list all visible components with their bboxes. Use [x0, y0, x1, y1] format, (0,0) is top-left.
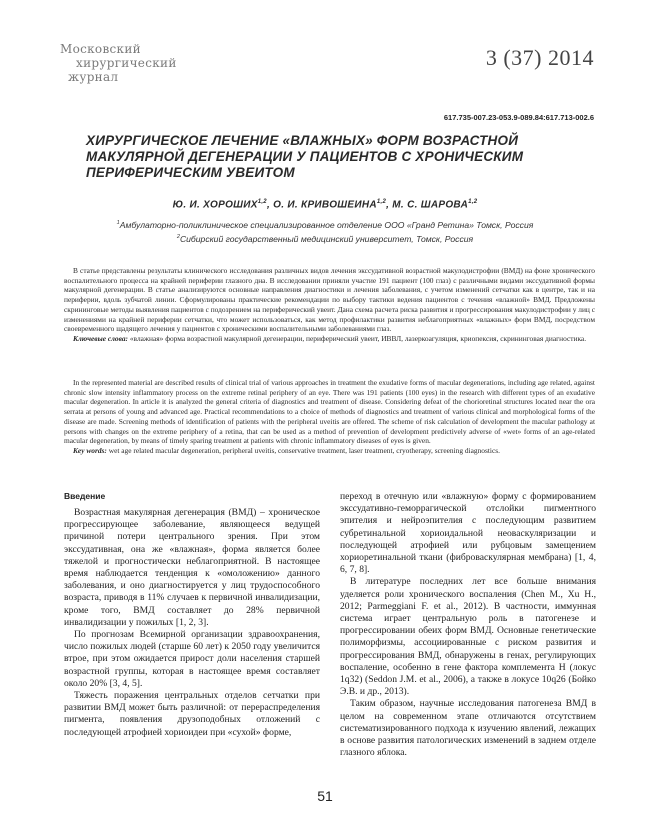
journal-name-word-1: Московский [60, 42, 141, 56]
author-affiliation-ref: 1,2 [257, 199, 267, 205]
author-name: М. С. ШАРОВА [392, 199, 469, 211]
author-affiliation-ref: 1,2 [468, 199, 478, 205]
journal-name-line-3 [68, 71, 118, 84]
affiliation-1 [0, 220, 650, 230]
affiliation-text: Амбулаторно-поликлиническое специализированное отделение ООО «Гранд Ретина» Томск, Россия [119, 220, 534, 230]
journal-name-line-1 [60, 43, 141, 56]
abstract-en-text: In the represented material are described results of clinical trial of various approaches in treatment the exudative forms of macular degenerations, including age related, against chronic slow intensity inflammatory process on the extreme retinal periphery of an eye. There was 191 patients (100 eyes) in the research with different types of an exudative macular degeneration. In article it is analyzed the general criteria of diagnostics and treatment of disease. Considering defeat of the chorioretinal structures located near the ora serrata at persons of young and advanced age. Practical recommendations to a choice of methods of diagnostics and treatment of various clinical and morphological forms of the disease are made. Screening methods of identification of patients with the peripheral uveitis are offered. The scheme of risk calculation of development the macular pathology at persons with changes on the extreme periphery of a retina, that can be used as a method of prevention of development predictively adverse of «wet» forms of an age-related macular degeneration, by means of timely sparing treatment at patients with chronic inflammatory diseases of eyes is given. [64, 378, 595, 446]
keywords-text: «влажная» форма возрастной макулярной дегенерации, периферический увеит, ИВВЛ, лазеркоагуляция, криопексия, скрининговая диагностика. [129, 333, 587, 343]
page-number: 51 [317, 788, 333, 804]
journal-name-word-3: журнал [68, 70, 119, 84]
affiliation-2 [0, 234, 650, 244]
paragraph: Тяжесть поражения центральных отделов сетчатки при развитии ВМД может быть различной: от перераспределения пигмента, появления друзоподобных отложений с последующей атрофией хориоидеи при «сухой» форме, [64, 690, 320, 738]
author-affiliation-ref: 1,2 [376, 199, 387, 205]
affiliation-text: Сибирский государственный медицинский университет, Томск, Россия [179, 234, 474, 244]
keywords-text: wet age related macular degeneration, peripheral uveitis, conservative treatment, laser treatment, cryotherapy, screening diagnostics. [108, 445, 500, 455]
paragraph: Таким образом, научные исследования патогенеза ВМД в целом на современном этапе отличаются отсутствием систематизированного подхода к изучению явлений, лежащих в основе развития патологических изменений в заднем отделе глазного яблока. [340, 698, 596, 759]
paragraph: переход в отечную или «влажную» форму с формированием экссудативно-геморрагической отслойки пигментного эпителия и нейроэпителия с последующим развитием субретинальной хориоидальной неоваскуляризации и последующей атрофией или рубцовым замещением хориоретинальной ткани (фиброваскулярная мембрана) [1, 4, 6, 7, 8]. [340, 491, 596, 576]
udc-code: 617.735-007.23-053.9-089.84:617.713-002.6 [443, 113, 594, 122]
abstract-en [64, 378, 595, 456]
keywords-label: Key words: [73, 445, 107, 455]
abstract-ru-text: В статье представлены результаты клинического исследования различных видов лечения экссудативной возрастной макулодистрофии (ВМД) на фоне хронического воспалительного процесса на крайней периферии глазного дна. В исследовании приняли участие 191 пациент (100 глаз) с различными видами экссудативной формы макулярной дегенерации. В статье анализируются основные направления диагностики и лечения заболевания, с учетом изменений сетчатки как в центре, так и на периферии, вдоль зубчатой линии. Сформулированы практические рекомендации по выбору тактики ведения пациентов с течения «влажной» ВМД. Предложены скрининговые методы выявления пациентов с подозрением на периферический увеит. Дана схема расчета риска развития и прогрессирования макулодистрофии у лиц с изменениями на крайней периферии сетчатки, что может использоваться, как метод профилактики развития неблагоприятных «влажных» форм ВМД, посредством своевременного щадящего лечения у пациентов с хроническими воспалительными заболеваниями глаз. [64, 266, 595, 334]
affiliation-number: 1 [116, 220, 120, 227]
journal-name-word-2: хирургический [76, 56, 177, 70]
author-name: Ю. И. ХОРОШИХ [172, 199, 258, 211]
body-right-column [340, 491, 596, 759]
affiliation-number: 2 [176, 234, 180, 241]
authors-line: Ю. И. ХОРОШИХ$^{1,2}$, О. И. КРИВОШЕИНА$^{1,2}$, М. С. ШАРОВА$^{1,2}$ [172, 199, 478, 211]
abstract-ru [64, 266, 595, 344]
section-title: Введение [64, 491, 106, 501]
author-name: О. И. КРИВОШЕИНА [273, 199, 377, 211]
abstract-ru-keywords [64, 334, 595, 344]
issue-number: 3 (37) 2014 [485, 45, 594, 70]
paragraph: В литературе последних лет все больше внимания уделяется роли хронического воспаления (Chen M., Xu H., 2012; Parmeggiani F. et al., 2012). В частности, иммунная система играет центральную роль в патогенезе и прогрессировании обеих форм ВМД. Основные генетические полиморфизмы, ассоциированные с риском развития и прогрессирования ВМД, обнаружены в генах, регулирующих воспаление, особенно в гене фактора комплемента H (локус 1q32) (Seddon J.M. et al., 2006), а также в локусе 10q26 (Бойко Э.В. и др., 2013). [340, 576, 596, 698]
paragraph: По прогнозам Всемирной организации здравоохранения, число пожилых людей (старше 60 лет) к 2050 году увеличится втрое, при этом ожидается прирост доли населения старшей возрастной группы, которая в настоящее время составляет около 20% [3, 4, 5]. [64, 629, 320, 689]
article-title: ХИРУРГИЧЕСКОЕ ЛЕЧЕНИЕ «ВЛАЖНЫХ» ФОРМ ВОЗРАСТНОЙ МАКУЛЯРНОЙ ДЕГЕНЕРАЦИИ У ПАЦИЕНТОВ С ХРОНИЧЕСКИМ ПЕРИФЕРИЧЕСКИМ УВЕИТОМ [86, 133, 524, 180]
abstract-en-keywords [64, 446, 595, 456]
journal-logo [60, 40, 200, 90]
keywords-label: Ключевые слова: [73, 333, 128, 343]
paragraph: Возрастная макулярная дегенерация (ВМД) – хроническое прогрессирующее заболевание, являющееся ведущей причиной потери центрального зрения. При этом экссудативная, она же «влажная», форма является более тяжелой и прогностически неблагоприятной. В настоящее время наблюдается тенденция к «омоложению» данного заболевания, и оно диагностируется у лиц трудоспособного возраста, приводя в 11% случаев к первичной инвалидизации, кроме того, ВМД составляет до 28% первичной инвалидизации у пожилых [1, 2, 3]. [64, 507, 320, 628]
journal-name-line-2 [76, 57, 177, 70]
body-left-column [64, 507, 320, 739]
